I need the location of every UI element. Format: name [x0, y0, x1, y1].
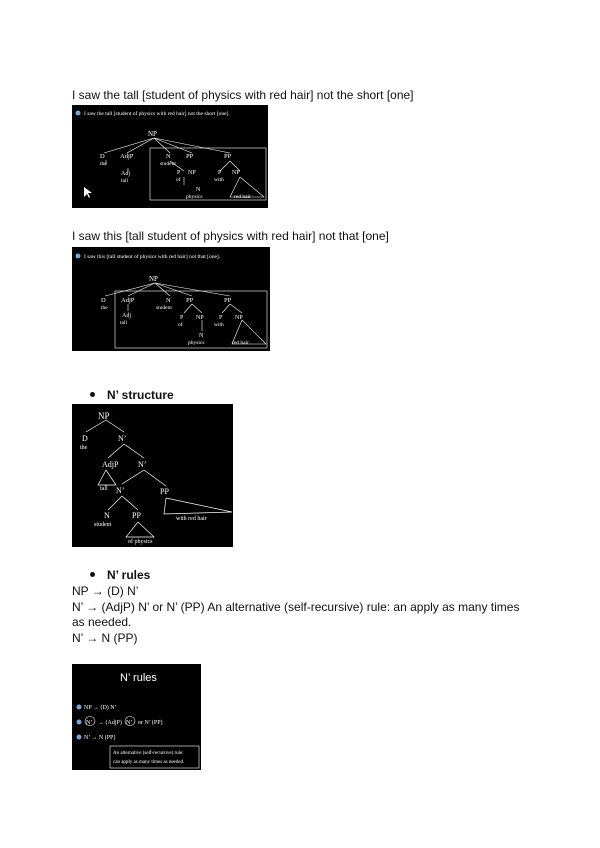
- svg-text:D: D: [101, 297, 106, 304]
- svg-text:NP → (D) N’: NP → (D) N’: [84, 705, 117, 711]
- svg-text:D: D: [100, 153, 105, 160]
- svg-text:PP: PP: [186, 153, 194, 160]
- slide-bullet-icon: [76, 111, 81, 116]
- slide-title: N’ rules: [120, 672, 157, 684]
- svg-text:NP: NP: [196, 315, 204, 321]
- svg-text:Adj: Adj: [121, 171, 130, 177]
- svg-text:PP: PP: [132, 511, 141, 520]
- svg-text:→ (AdjP): → (AdjP): [98, 720, 122, 726]
- slide-bullet-icon: [76, 254, 81, 259]
- svg-text:with red hair: with red hair: [176, 516, 207, 522]
- svg-text:or N’ (PP): or N’ (PP): [138, 720, 163, 726]
- node-np: NP: [148, 130, 157, 138]
- svg-text:tall: tall: [120, 320, 128, 326]
- svg-text:N’: N’: [126, 720, 133, 726]
- svg-text:the: the: [101, 305, 108, 311]
- syntax-tree-3: [72, 404, 233, 547]
- svg-text:tall: tall: [100, 486, 108, 492]
- rules-slide: [72, 664, 201, 770]
- syntax-tree-1: [72, 105, 268, 208]
- rules-slide-graphic: [72, 664, 201, 770]
- svg-text:PP: PP: [160, 487, 169, 496]
- svg-text:N: N: [104, 511, 110, 520]
- slide-bullet-icon: [77, 735, 82, 740]
- svg-text:N’: N’: [86, 720, 93, 726]
- svg-text:of: of: [176, 177, 181, 183]
- svg-text:N’ → N (PP): N’ → N (PP): [84, 735, 116, 741]
- svg-text:P: P: [218, 170, 222, 176]
- svg-text:the: the: [100, 161, 107, 167]
- svg-text:student: student: [156, 305, 172, 311]
- svg-text:red hair: red hair: [232, 340, 249, 346]
- svg-text:N: N: [196, 187, 201, 193]
- example-sentence-1: I saw the tall [student of physics with red hair] not the short [one]: [72, 88, 414, 102]
- bullet-icon: [90, 572, 95, 577]
- svg-text:student: student: [94, 522, 112, 528]
- heading-n-bar-rules: N’ rules: [90, 568, 150, 582]
- bullet-icon: [90, 392, 95, 397]
- slide-caption: I saw this [tall student of physics with red hair] not that [one].: [84, 254, 221, 260]
- svg-text:tall: tall: [121, 178, 129, 184]
- svg-text:can apply as many times as nee: can apply as many times as needed.: [113, 760, 185, 765]
- rule-3-text: N’ → N (PP): [72, 631, 138, 645]
- svg-text:N: N: [166, 297, 171, 304]
- svg-text:An alternative (self-recursive: An alternative (self-recursive) rule:: [113, 751, 184, 756]
- svg-text:PP: PP: [224, 297, 232, 304]
- svg-text:PP: PP: [224, 153, 232, 160]
- svg-text:NP: NP: [149, 275, 158, 283]
- svg-text:student: student: [160, 161, 176, 167]
- svg-text:N’: N’: [138, 460, 147, 469]
- svg-text:Adj: Adj: [122, 313, 131, 319]
- svg-text:N’: N’: [116, 486, 125, 495]
- svg-text:P: P: [177, 170, 181, 176]
- svg-text:physics: physics: [186, 194, 203, 200]
- svg-text:D: D: [82, 434, 88, 443]
- svg-text:with: with: [214, 322, 224, 328]
- syntax-tree-2: [72, 247, 270, 351]
- svg-text:P: P: [219, 315, 223, 321]
- slide-bullet-icon: [77, 705, 82, 710]
- tree-slide-3: [72, 404, 233, 547]
- example-sentence-2: I saw this [tall student of physics with red hair] not that [one]: [72, 229, 389, 243]
- svg-text:NP: NP: [188, 170, 196, 176]
- svg-text:N: N: [199, 333, 204, 339]
- svg-text:of physics: of physics: [128, 539, 153, 545]
- svg-text:P: P: [180, 315, 184, 321]
- svg-text:AdjP: AdjP: [102, 460, 119, 469]
- svg-text:AdjP: AdjP: [121, 297, 135, 304]
- svg-text:NP: NP: [235, 315, 243, 321]
- rule-1-text: NP → (D) N’: [72, 584, 139, 598]
- slide-bullet-icon: [77, 720, 82, 725]
- slide-caption: I saw the tall [student of physics with red hair] not the short [one].: [84, 111, 230, 117]
- mouse-cursor-icon: [84, 187, 92, 198]
- svg-text:N: N: [166, 153, 171, 160]
- heading-n-bar-structure: N’ structure: [90, 388, 174, 402]
- svg-text:with: with: [214, 177, 224, 183]
- rule-2-text: N’ → (AdjP) N’ or N’ (PP) An alternative (self-recursive) rule: an apply as many times as needed.: [72, 600, 520, 629]
- svg-text:red hair: red hair: [234, 194, 251, 200]
- svg-text:N’: N’: [118, 434, 127, 443]
- svg-text:NP: NP: [98, 411, 110, 421]
- svg-text:of: of: [178, 322, 183, 328]
- svg-text:PP: PP: [186, 297, 194, 304]
- tree-slide-1: [72, 105, 268, 208]
- svg-text:the: the: [80, 445, 88, 451]
- svg-text:NP: NP: [232, 170, 240, 176]
- svg-text:physics: physics: [188, 340, 205, 346]
- svg-text:AdjP: AdjP: [120, 153, 134, 160]
- tree-slide-2: [72, 247, 270, 351]
